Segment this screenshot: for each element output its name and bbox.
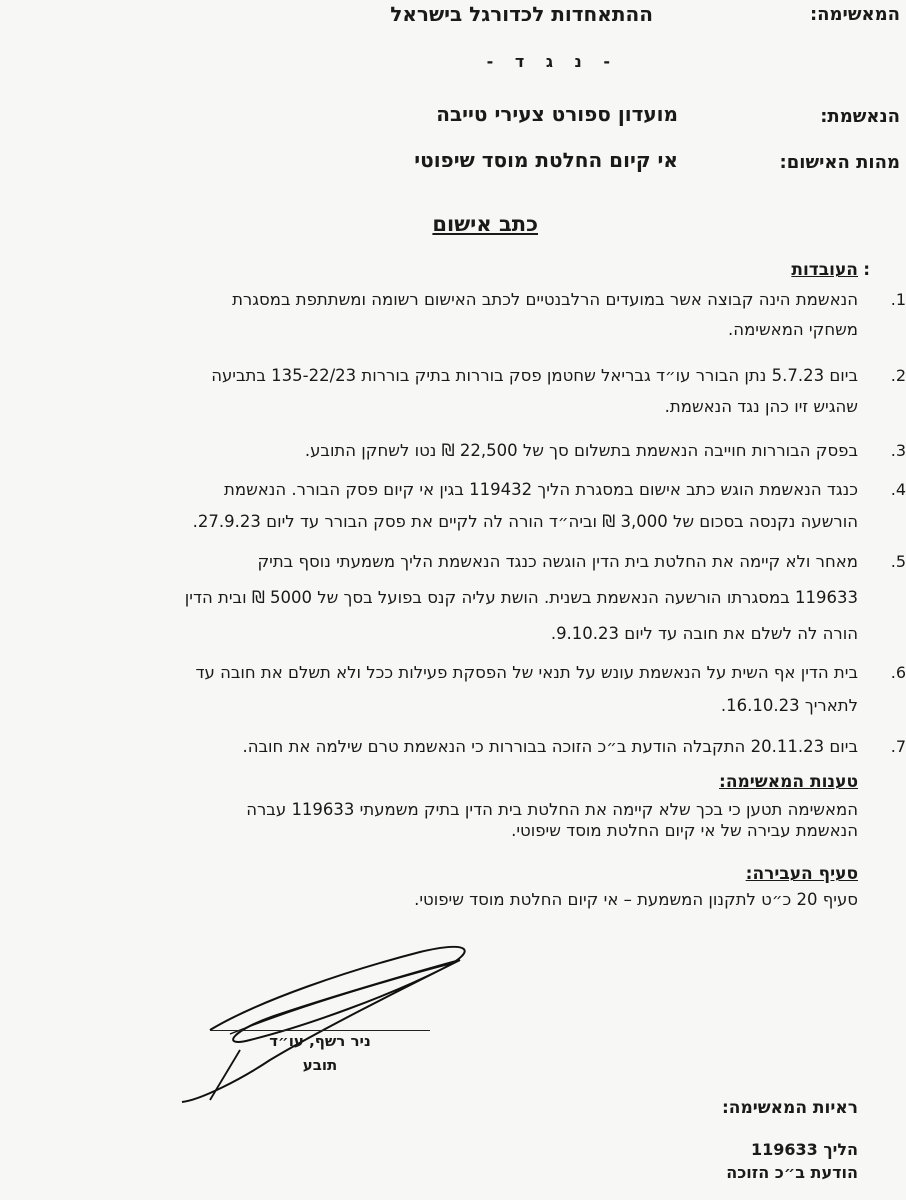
defendant-label: הנאשמת: <box>820 106 900 127</box>
signature-line <box>210 1030 430 1031</box>
facts-heading: העובדות <box>791 260 858 280</box>
signatory-role: תובע <box>302 1056 338 1074</box>
item-text-line: משחקי המאשימה. <box>728 320 858 339</box>
claims-text-line: המאשימה תטען כי בכך שלא קיימה את החלטת בית הדין בתיק משמעתי 119633 עברה <box>246 800 858 819</box>
item-text-line: שהגיש זיו כהן נגד הנאשמת. <box>664 397 858 416</box>
item-text-line: בית הדין אף השית על הנאשמת עונש על תנאי של הפסקת פעילות ככל ולא תשלם את חובה עד <box>195 663 858 682</box>
evidence-item: הודעת ב״כ הזוכה <box>726 1163 858 1182</box>
item-text-line: הורשעה נקנסה בסכום של 3,000 ₪ וביה״ד הורה לה לקיים את פסק הבורר עד ליום 27.9.23. <box>192 512 858 531</box>
item-text-line: מאחר ולא קיימה את החלטת בית הדין הוגשה כנגד הנאשמת הליך משמעתי נוסף בתיק <box>257 552 858 571</box>
claims-heading: טענות המאשימה: <box>719 772 858 792</box>
offense-heading: סעיף העבירה: <box>745 864 858 884</box>
item-number: 3. <box>890 441 906 460</box>
charge-label: מהות האישום: <box>779 152 900 173</box>
defendant-name: מועדון ספורט צעירי טייבה <box>436 102 678 126</box>
item-number: 4. <box>890 480 906 499</box>
claims-text-line: הנאשמת עבירה של אי קיום החלטת מוסד שיפוטי. <box>511 821 858 840</box>
facts-heading-colon: : <box>863 260 870 280</box>
offense-text: סעיף 20 כ״ט לתקנון המשמעת – אי קיום החלטת מוסד שיפוטי. <box>414 890 858 909</box>
signatory-name: ניר רשף, עו״ד <box>269 1032 371 1050</box>
complainant-label: המאשימה: <box>809 4 900 25</box>
item-text-line: ביום 5.7.23 נתן הבורר עו״ד גבריאל שחטמן פסק בוררות בתיק בוררות 135-22/23 בתביעה <box>211 366 858 385</box>
item-number: 7. <box>890 737 906 756</box>
item-number: 1. <box>890 290 906 309</box>
evidence-item: הליך 119633 <box>751 1140 858 1159</box>
item-text-line: בפסק הבוררות חוייבה הנאשמת בתשלום סך של 22,500 ₪ נטו לשחקן התובע. <box>304 441 858 460</box>
item-text-line: הורה לה לשלם את חובה עד ליום 9.10.23. <box>550 624 858 643</box>
signature-stroke <box>182 947 465 1102</box>
item-number: 6. <box>890 663 906 682</box>
charge-text: אי קיום החלטת מוסד שיפוטי <box>414 148 678 172</box>
item-number: 5. <box>890 552 906 571</box>
item-text-line: כנגד הנאשמת הוגש כתב אישום במסגרת הליך 119432 בגין אי קיום פסק הבורר. הנאשמת <box>224 480 858 499</box>
item-text-line: לתאריך 16.10.23. <box>720 696 858 715</box>
item-text-line: ביום 20.11.23 התקבלה הודעת ב״כ הזוכה בבוררות כי הנאשמת טרם שילמה את חובה. <box>242 737 858 756</box>
document-title: כתב אישום <box>432 212 538 236</box>
handwritten-signature <box>170 930 490 1110</box>
item-number: 2. <box>890 366 906 385</box>
evidence-heading: ראיות המאשימה: <box>721 1098 858 1118</box>
versus-label: - נ ג ד - <box>486 52 618 71</box>
complainant-name: ההתאחדות לכדורגל בישראל <box>390 2 653 26</box>
item-text-line: 119633 במסגרתו הורשעה הנאשמת בשנית. הושת עליה קנס בפועל בסך של 5000 ₪ ובית הדין <box>184 588 858 607</box>
item-text-line: הנאשמת הינה קבוצה אשר במועדים הרלבנטיים לכתב האישום רשומה ומשתתפת במסגרת <box>232 290 858 309</box>
